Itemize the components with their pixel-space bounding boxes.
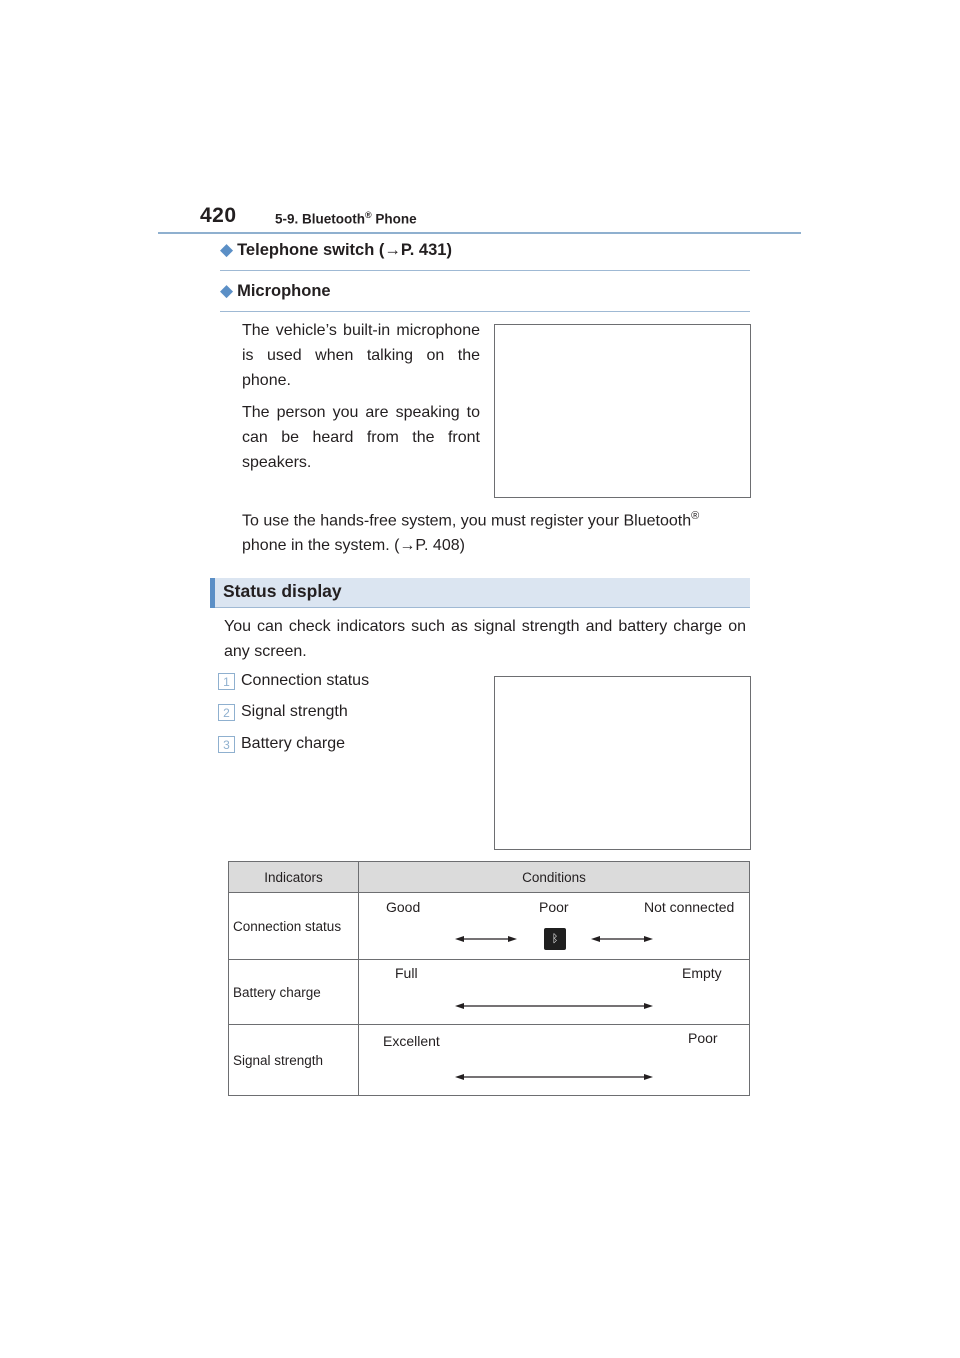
table-row (229, 893, 750, 960)
condition-poor: Poor (539, 899, 569, 915)
item-number-badge: 3 (218, 736, 235, 753)
condition-full: Full (395, 965, 418, 981)
section-accent (210, 578, 215, 608)
item-number-badge: 2 (218, 704, 235, 721)
indicator-label: Connection status (229, 893, 359, 960)
condition-good: Good (386, 899, 421, 915)
list-item: 1 Connection status (218, 672, 369, 694)
indicator-label: Battery charge (229, 960, 359, 1025)
condition-cell (359, 893, 750, 960)
table-header-conditions: Conditions (359, 862, 750, 893)
telephone-switch-heading: ◆ Telephone switch (→P. 431) (220, 240, 750, 271)
status-display-illustration (494, 676, 751, 850)
bluetooth-icon: ᛒ (544, 928, 566, 950)
status-intro: You can check indicators such as signal strength and battery charge on any screen. (224, 618, 746, 660)
microphone-illustration (494, 324, 751, 498)
table-row (229, 1025, 750, 1096)
condition-cell (359, 1025, 750, 1096)
status-display-heading: Status display (210, 578, 750, 608)
microphone-heading: ◆ Microphone (220, 281, 750, 312)
list-item: 2 Signal strength (218, 703, 348, 725)
list-item: 3 Battery charge (218, 735, 345, 757)
condition-cell (359, 960, 750, 1025)
condition-poor: Poor (688, 1030, 718, 1046)
diamond-bullet-icon: ◆ (220, 281, 234, 300)
microphone-para-1: The vehicle’s built-in microphone is used when talking on the phone. (242, 322, 480, 389)
header-rule (158, 232, 801, 234)
chapter-title: 5-9. Bluetooth® Phone (275, 210, 417, 227)
condition-not-connected: Not connected (644, 899, 735, 915)
double-arrow-icon (455, 1072, 653, 1082)
double-arrow-icon (455, 1001, 653, 1011)
page-number: 420 (200, 204, 237, 227)
table-header-indicators: Indicators (229, 862, 359, 893)
diamond-bullet-icon: ◆ (220, 240, 234, 259)
microphone-para-2: The person you are speaking to can be heard from the front speakers. (242, 404, 480, 471)
condition-excellent: Excellent (383, 1033, 440, 1049)
condition-empty: Empty (682, 965, 722, 981)
item-number-badge: 1 (218, 673, 235, 690)
table-row (229, 960, 750, 1025)
double-arrow-icon (591, 934, 653, 944)
indicators-table (228, 861, 750, 1096)
microphone-para-3: To use the hands-free system, you must register your Bluetooth® phone in the system. (→P. 408) (242, 510, 700, 555)
double-arrow-icon (455, 934, 517, 944)
indicator-label: Signal strength (229, 1025, 359, 1096)
